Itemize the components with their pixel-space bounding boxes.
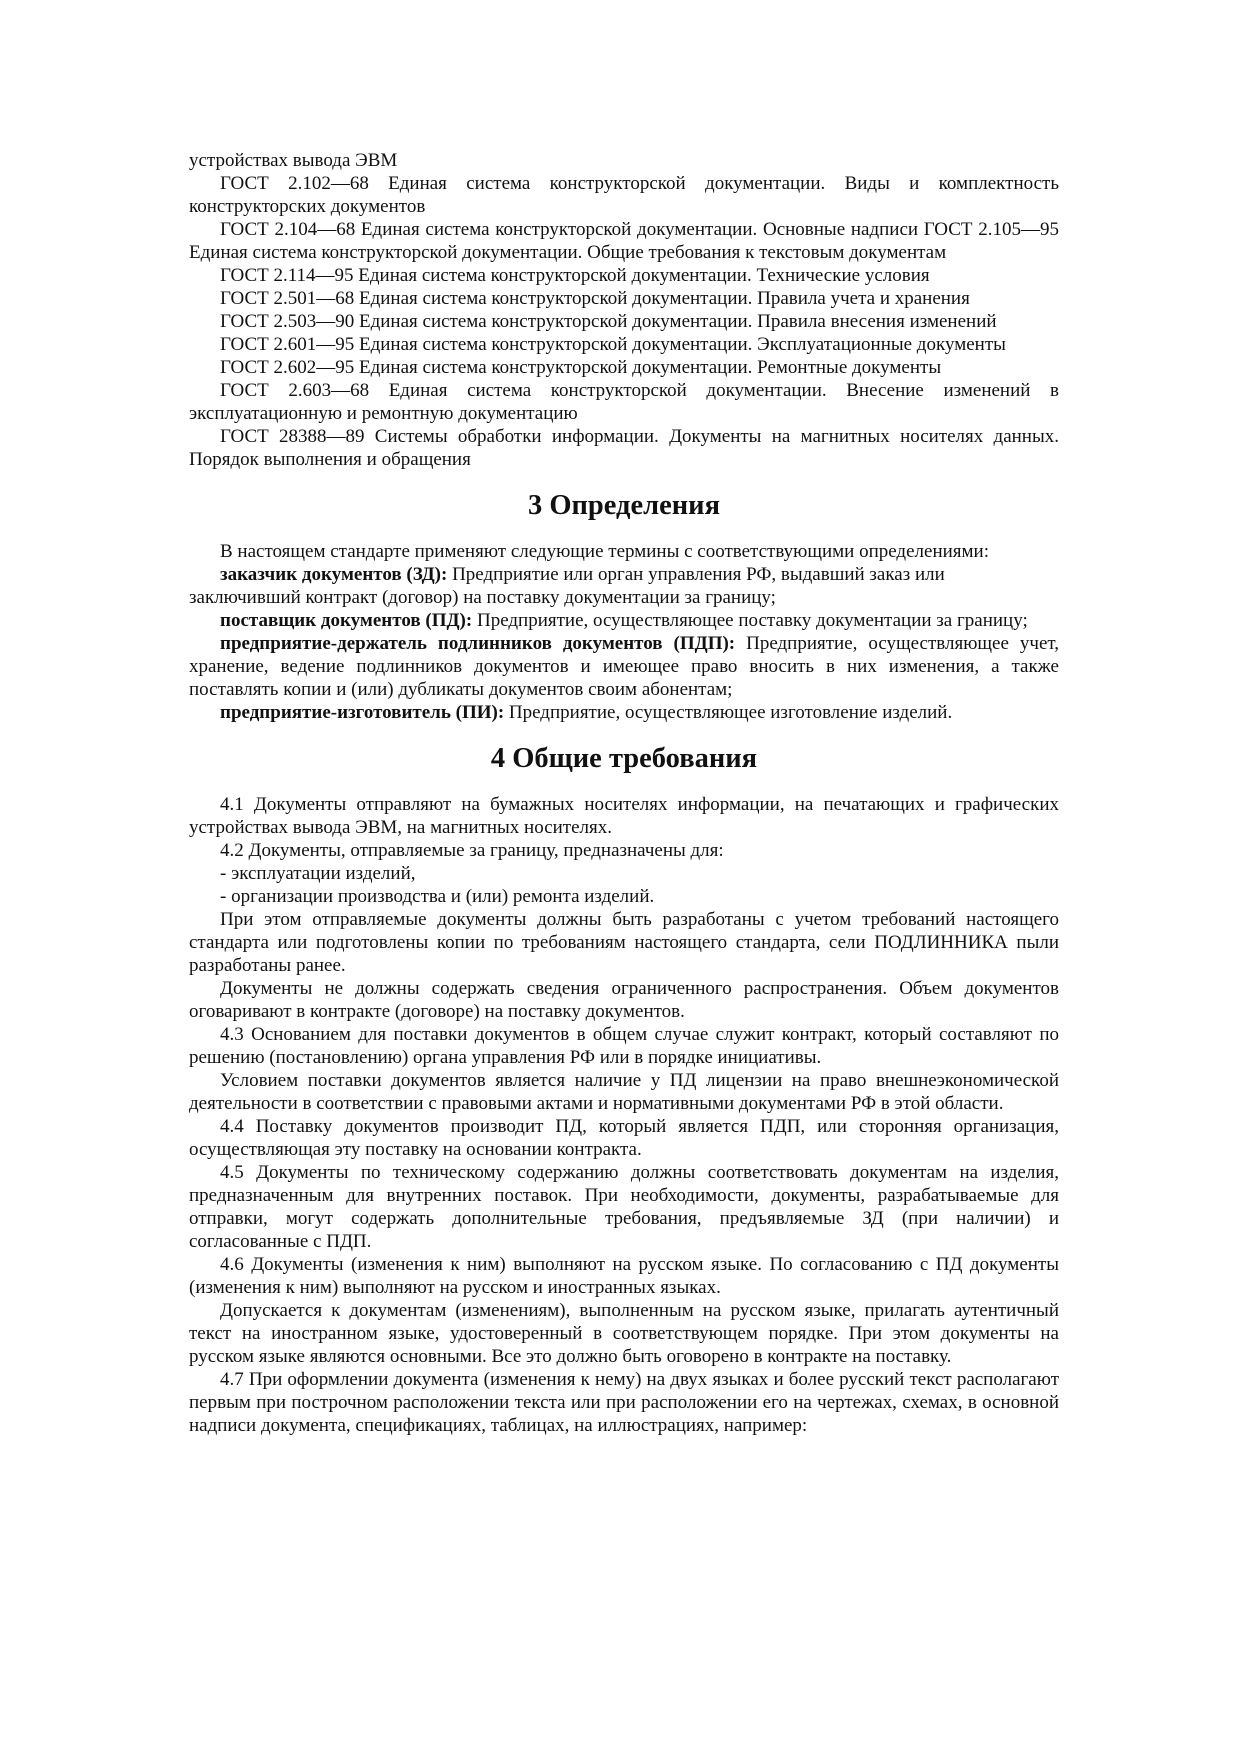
list-item-production: - организации производства и (или) ремонта изделий. xyxy=(220,886,655,907)
term-zd: заказчик документов (ЗД): xyxy=(220,564,448,585)
document-page xyxy=(189,149,1059,1437)
para-4-2-note: При этом отправляемые документы должны быть разработаны с учетом требований настоящего стандарта или подготовлены копии по требованиям настоящего стандарта, сели ПОДЛИННИКА пыли разработаны ранее. xyxy=(189,909,1059,976)
ref-gost-2-114: ГОСТ 2.114—95 Единая система конструкторской документации. Технические условия xyxy=(220,265,930,286)
definition-pdp xyxy=(189,632,1059,701)
para-4-3: 4.3 Основанием для поставки документов в общем случае служит контракт, который составляют по решению (постановлению) органа управления РФ или в порядке инициативы. xyxy=(189,1024,1059,1068)
para-4-6-authentic: Допускается к документам (изменениям), выполненным на русском языке, прилагать аутентичный текст на иностранном языке, удостоверенный в соответствующем порядке. При этом документы на русском языке являются основными. Все это должно быть оговорено в контракте на поставку. xyxy=(189,1300,1059,1367)
para-4-7: 4.7 При оформлении документа (изменения к нему) на двух языках и более русский текст располагают первым при построчном расположении текста или при расположении его на чертежах, схемах, в основной надписи документа, спецификациях, таблицах, на иллюстрациях, например: xyxy=(189,1369,1059,1436)
def-pd: Предприятие, осуществляющее поставку документации за границу; xyxy=(472,610,1028,631)
definition-pi xyxy=(189,701,1059,724)
section-4-heading: 4 Общие требования xyxy=(490,743,758,774)
list-item-exploitation: - эксплуатации изделий, xyxy=(220,863,416,884)
para-4-2-restrictions: Документы не должны содержать сведения ограниченного распространения. Объем документов оговаривают в контракте (договоре) на поставку документов. xyxy=(189,978,1059,1022)
term-pd: поставщик документов (ПД): xyxy=(220,610,473,631)
para-4-2: 4.2 Документы, отправляемые за границу, предназначены для: xyxy=(220,840,724,861)
section-3-heading: 3 Определения xyxy=(527,490,721,521)
def-pdp: Предприятие, осуществляющее учет, хранение, ведение подлинников документов и имеющее право вносить в них изменения, а также поставлять копии и (или) дубликаты документов своим абонентам; xyxy=(189,633,1059,700)
term-pi: предприятие-изготовитель (ПИ): xyxy=(220,702,505,723)
definition-zd xyxy=(189,563,1059,609)
para-4-1: 4.1 Документы отправляют на бумажных носителях информации, на печатающих и графических устройствах вывода ЭВМ, на магнитных носителях. xyxy=(189,794,1059,838)
ref-gost-2-603: ГОСТ 2.603—68 Единая система конструкторской документации. Внесение изменений в эксплуатационную и ремонтную документацию xyxy=(189,380,1059,424)
ref-gost-28388: ГОСТ 28388—89 Системы обработки информации. Документы на магнитных носителях данных. Порядок выполнения и обращения xyxy=(189,426,1059,470)
ref-gost-2-104: ГОСТ 2.104—68 Единая система конструкторской документации. Основные надписи ГОСТ 2.105—95 Единая система конструкторской документации. Общие требования к текстовым документам xyxy=(189,219,1059,263)
definitions-intro: В настоящем стандарте применяют следующие термины с соответствующими определениями: xyxy=(220,541,989,562)
term-pdp: предприятие-держатель подлинников документов (ПДП): xyxy=(220,633,736,654)
ref-gost-2-102: ГОСТ 2.102—68 Единая система конструкторской документации. Виды и комплектность конструкторских документов xyxy=(189,173,1059,217)
para-4-4: 4.4 Поставку документов производит ПД, который является ПДП, или сторонняя организация, осуществляющая эту поставку на основании контракта. xyxy=(189,1116,1059,1160)
ref-gost-2-503: ГОСТ 2.503—90 Единая система конструкторской документации. Правила внесения изменений xyxy=(220,311,997,332)
para-4-5: 4.5 Документы по техническому содержанию должны соответствовать документам на изделия, предназначенным для внутренних поставок. При необходимости, документы, разрабатываемые для отправки, могут содержать дополнительные требования, предъявляемые ЗД (при наличии) и согласованные с ПДП. xyxy=(189,1162,1059,1252)
def-zd: Предприятие или орган управления РФ, выдавший заказ или заключивший контракт (договор) на поставку документации за границу; xyxy=(189,564,945,608)
definition-pd xyxy=(189,609,1059,632)
para-4-3-license: Условием поставки документов является наличие у ПД лицензии на право внешнеэкономической деятельности в соответствии с правовыми актами и нормативными документами РФ в этой области. xyxy=(189,1070,1059,1114)
ref-gost-2-501: ГОСТ 2.501—68 Единая система конструкторской документации. Правила учета и хранения xyxy=(220,288,970,309)
ref-continuation: устройствах вывода ЭВМ xyxy=(189,150,398,171)
ref-gost-2-601: ГОСТ 2.601—95 Единая система конструкторской документации. Эксплуатационные документы xyxy=(220,334,1006,355)
def-pi: Предприятие, осуществляющее изготовление изделий. xyxy=(504,702,953,723)
para-4-6: 4.6 Документы (изменения к ним) выполняют на русском языке. По согласованию с ПД документы (изменения к ним) выполняют на русском и иностранных языках. xyxy=(189,1254,1059,1298)
ref-gost-2-602: ГОСТ 2.602—95 Единая система конструкторской документации. Ремонтные документы xyxy=(220,357,942,378)
